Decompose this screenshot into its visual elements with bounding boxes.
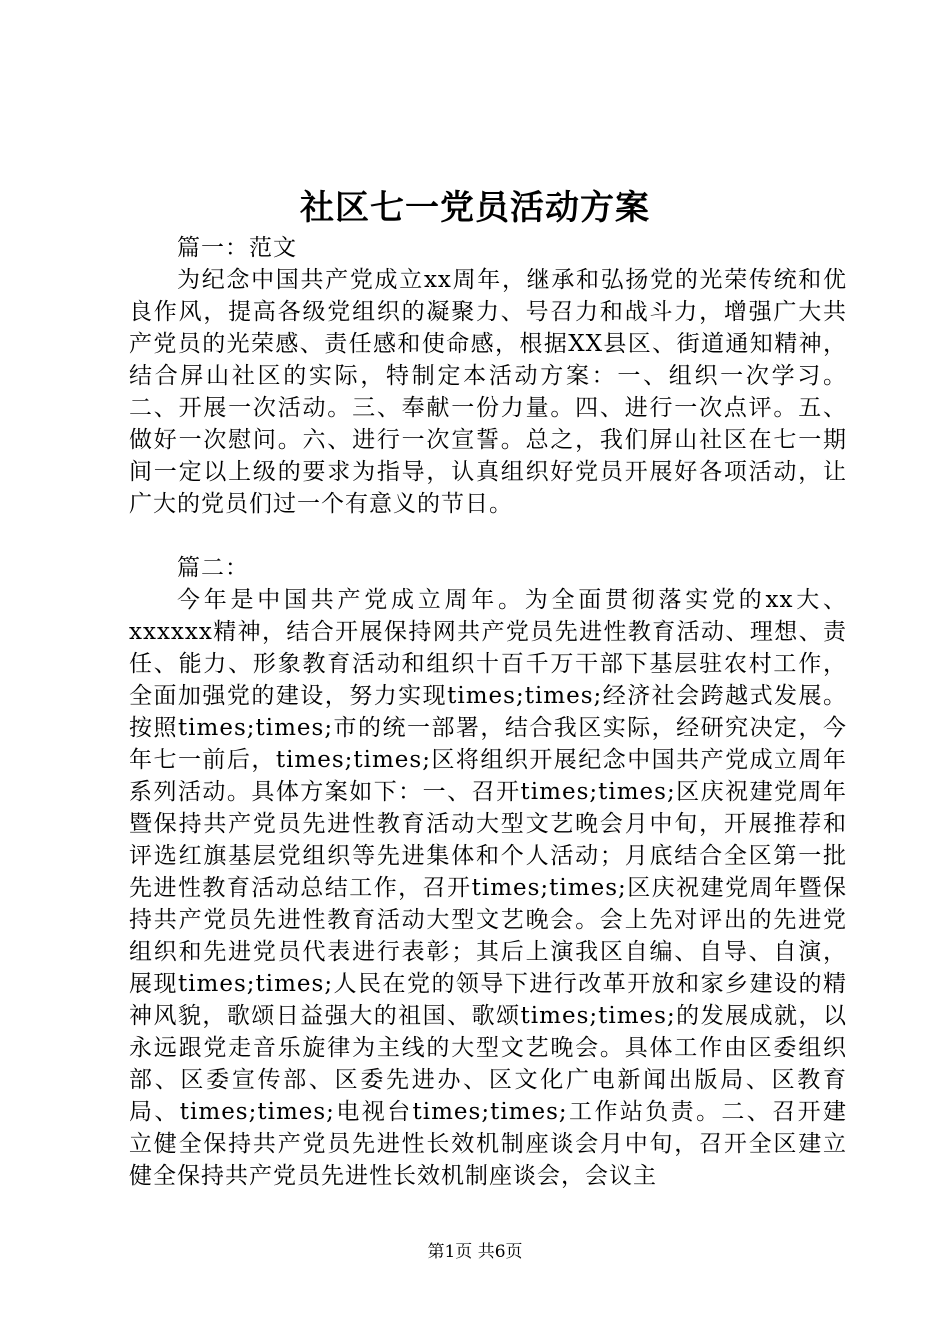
section-heading-2: 篇二： [177,555,249,581]
section-paragraph-2: 今年是中国共产党成立周年。为全面贯彻落实党的xx大、xxxxxx精神，结合开展保持网共产党员先进性教育活动、理想、责任、能力、形象教育活动和组织十百千万干部下基层驻农村工作，全面加强党的建设，努力实现times;times;经济社会跨越式发展。按照times;times;市的统一部署，结合我区实际，经研究决定，今年七一前后，times;times;区将组织开展纪念中国共产党成立周年系列活动。具体方案如下：一、召开times;times;区庆祝建党周年暨保持共产党员先进性教育活动大型文艺晚会月中旬，开展推荐和评选红旗基层党组织等先进集体和个人活动；月底结合全区第一批先进性教育活动总结工作，召开times;times;区庆祝建党周年暨保持共产党员先进性教育活动大型文艺晚会。会上先对评出的先进党组织和先进党员代表进行表彰；其后上演我区自编、自导、自演，展现times;times;人民在党的领导下进行改革开放和家乡建设的精神风貌，歌颂日益强大的祖国、歌颂times;times;的发展成就，以永远跟党走音乐旋律为主线的大型文艺晚会。具体工作由区委组织部、区委宣传部、区委先进办、区文化广电新闻出版局、区教育局、times;times;电视台times;times;工作站负责。二、召开建立健全保持共产党员先进性长效机制座谈会月中旬，召开全区建立健全保持共产党员先进性长效机制座谈会，会议主 [129,587,847,1189]
section-paragraph-1: 为纪念中国共产党成立xx周年，继承和弘扬党的光荣传统和优良作风，提高各级党组织的凝聚力、号召力和战斗力，增强广大共产党员的光荣感、责任感和使命感，根据XX县区、街道通知精神，结合屏山社区的实际，特制定本活动方案：一、组织一次学习。二、开展一次活动。三、奉献一份力量。四、进行一次点评。五、做好一次慰问。六、进行一次宣誓。总之，我们屏山社区在七一期间一定以上级的要求为指导，认真组织好党员开展好各项活动，让广大的党员们过一个有意义的节日。 [129,267,847,517]
section-heading-1: 篇一：范文 [177,235,297,261]
document-body [129,232,847,1192]
page-footer: 第1页 共6页 [427,1242,523,1262]
document-title: 社区七一党员活动方案 [300,188,650,228]
paragraph-gap [129,520,847,552]
